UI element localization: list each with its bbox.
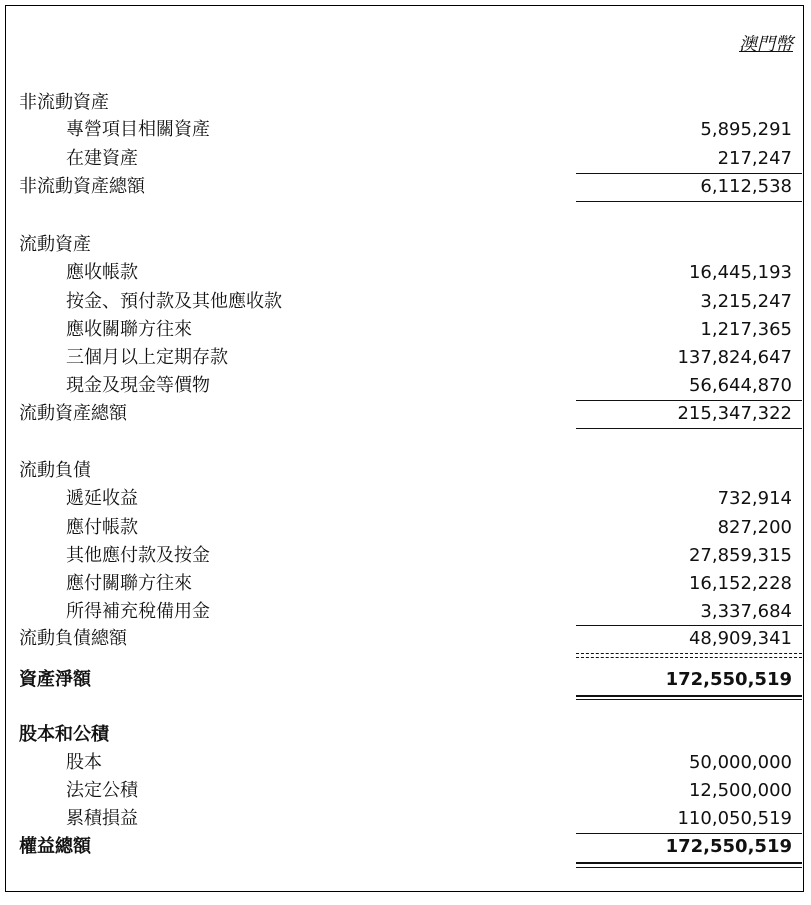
row-label: 現金及現金等價物 [66, 375, 210, 396]
row-value: 12,500,000 [688, 780, 792, 801]
total-label-current-liabilities: 流動負債總額 [19, 628, 127, 649]
row-label: 所得補充稅備用金 [66, 601, 210, 622]
double-rule [576, 695, 802, 697]
net-assets-label: 資產淨額 [19, 669, 91, 690]
total-label-non-current-assets: 非流動資產總額 [19, 176, 145, 197]
rule [576, 625, 802, 626]
total-label-equity: 權益總額 [19, 836, 91, 857]
balance-sheet [5, 5, 804, 892]
row-value: 56,644,870 [688, 375, 792, 396]
total-value-current-liabilities: 48,909,341 [688, 628, 792, 649]
total-value-non-current-assets: 6,112,538 [700, 176, 792, 197]
rule [576, 833, 802, 834]
row-label: 累積損益 [66, 808, 138, 829]
row-value: 217,247 [717, 148, 792, 169]
row-value: 1,217,365 [700, 319, 792, 340]
row-value: 3,337,684 [700, 601, 792, 622]
row-value: 27,859,315 [688, 545, 792, 566]
row-value: 5,895,291 [700, 119, 792, 140]
section-heading-equity: 股本和公積 [19, 724, 109, 745]
row-label: 遞延收益 [66, 488, 138, 509]
row-value: 50,000,000 [688, 752, 792, 773]
row-label: 應收關聯方往來 [66, 319, 192, 340]
row-label: 在建資產 [66, 148, 138, 169]
row-label: 法定公積 [66, 780, 138, 801]
row-label: 應付帳款 [66, 517, 138, 538]
double-rule [576, 862, 802, 864]
row-label: 專營項目相關資產 [66, 119, 210, 140]
row-label: 股本 [66, 752, 102, 773]
double-rule [576, 867, 802, 868]
rule [576, 400, 802, 401]
row-value: 827,200 [717, 517, 792, 538]
rule [576, 173, 802, 174]
dashed-rule [576, 653, 802, 654]
total-value-current-assets: 215,347,322 [677, 403, 792, 424]
net-assets-value: 172,550,519 [665, 669, 792, 690]
double-rule [576, 699, 802, 700]
currency-label: 澳門幣 [739, 34, 793, 55]
row-value: 137,824,647 [677, 347, 792, 368]
rule [576, 428, 802, 429]
section-heading-current-assets: 流動資產 [19, 234, 91, 255]
row-label: 應付關聯方往來 [66, 573, 192, 594]
row-label: 其他應付款及按金 [66, 545, 210, 566]
section-heading-non-current-assets: 非流動資產 [19, 92, 109, 113]
row-value: 16,152,228 [688, 573, 792, 594]
row-label: 三個月以上定期存款 [66, 347, 228, 368]
total-label-current-assets: 流動資產總額 [19, 403, 127, 424]
rule [576, 201, 802, 202]
row-label: 按金、預付款及其他應收款 [66, 291, 282, 312]
row-value: 110,050,519 [677, 808, 792, 829]
total-value-equity: 172,550,519 [665, 836, 792, 857]
section-heading-current-liabilities: 流動負債 [19, 460, 91, 481]
dashed-rule [576, 657, 802, 658]
row-value: 16,445,193 [688, 262, 792, 283]
row-value: 732,914 [717, 488, 792, 509]
row-value: 3,215,247 [700, 291, 792, 312]
row-label: 應收帳款 [66, 262, 138, 283]
